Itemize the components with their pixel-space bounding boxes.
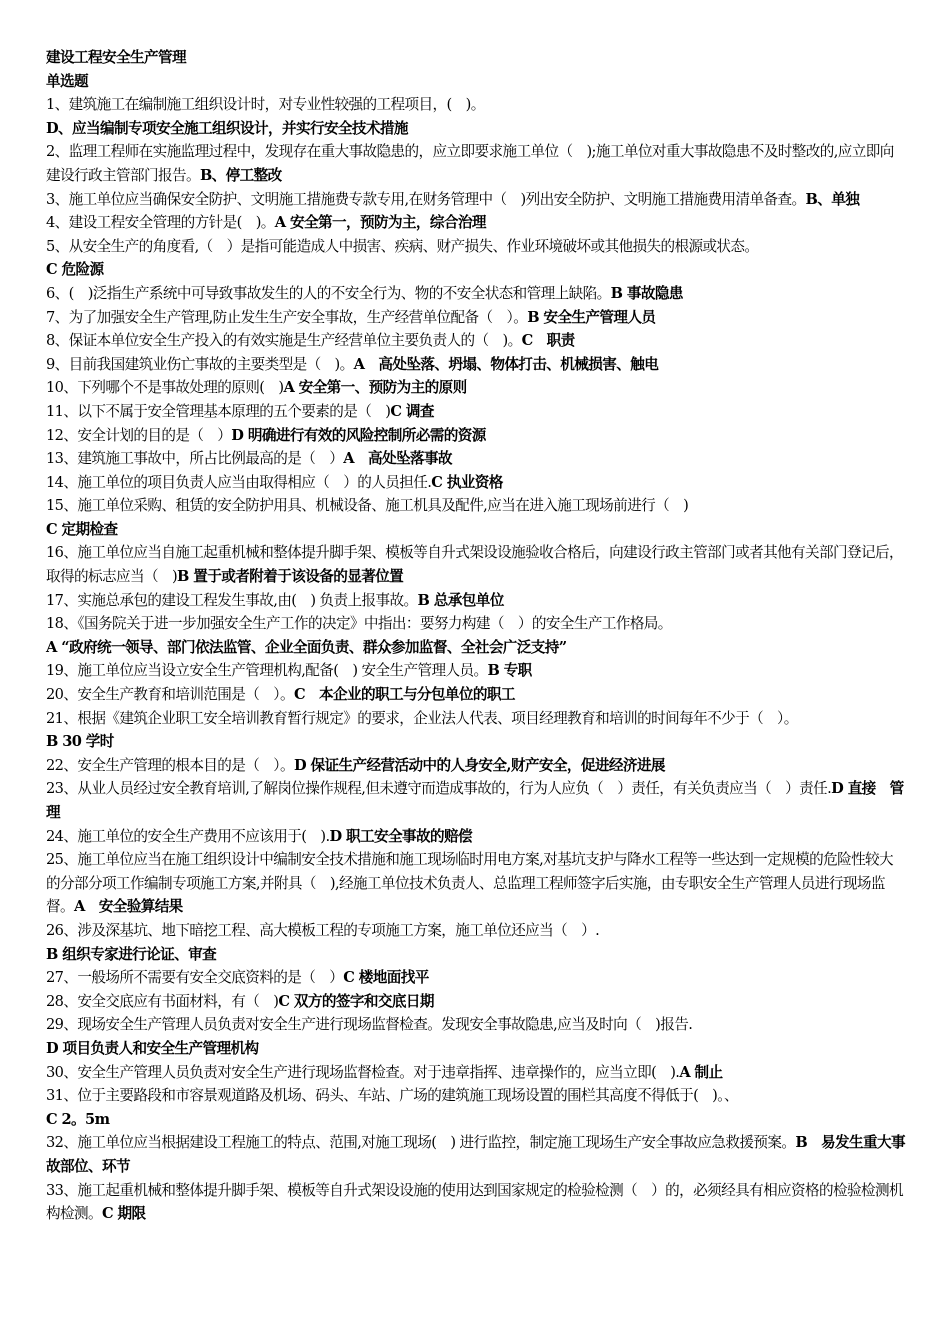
question-line (46, 1108, 906, 1132)
answer-text: D 职工安全事故的赔偿 (329, 827, 472, 845)
question-text: 22、安全生产管理的根本目的是（ ）。 (46, 756, 294, 774)
question-text: 29、现场安全生产管理人员负责对安全生产进行现场监督检查。发现安全事故隐患,应当及时向（ )报告. (46, 1016, 693, 1034)
answer-text: C 本企业的职工与分包单位的职工 (293, 686, 515, 704)
question-line (46, 612, 906, 636)
document-title: 建设工程安全生产管理 (46, 49, 186, 66)
answer-text: B 总承包单位 (417, 591, 504, 609)
answer-text: B、停工整改 (199, 166, 282, 184)
question-text: 21、根据《建筑企业职工安全培训教育暂行规定》的要求，企业法人代表、项目经理教育和培训的时间每年不少于（ ）。 (46, 709, 798, 727)
question-text: 17、实施总承包的建设工程发生事故,由( ) 负责上报事故。 (46, 591, 418, 609)
question-line (46, 541, 906, 588)
question-text: 28、安全交底应有书面材料，有（ ) (46, 992, 279, 1010)
answer-text: D、应当编制专项安全施工组织设计，并实行安全技术措施 (46, 119, 408, 137)
answer-text: A 高处坠落事故 (343, 450, 452, 468)
question-text: 25、施工单位应当在施工组织设计中编制安全技术措施和施工现场临时用电方案,对基坑支护与降水工程等一些达到一定规模的危险性较大的分部分项工作编制专项施工方案,并附具（ ),经施工单位技术负责人、总监理工程师签字后实施，由专职安全生产管理人员进行现场监督。 (46, 851, 894, 916)
question-text: 19、施工单位应当设立安全生产管理机构,配备( ) 安全生产管理人员。 (46, 662, 488, 680)
question-list (46, 93, 906, 1226)
question-line (46, 966, 906, 990)
question-line (46, 117, 906, 141)
answer-text: A 安全第一、预防为主的原则 (283, 379, 467, 397)
question-text: 18、《国务院关于进一步加强安全生产工作的决定》中指出：要努力构建（ ）的安全生产工作格局。 (46, 615, 672, 633)
question-text: 10、下列哪个不是事故处理的原则( ) (46, 379, 284, 397)
answer-text: B、单独 (805, 190, 860, 208)
question-text: 3、施工单位应当确保安全防护、文明施工措施费专款专用,在财务管理中（ )列出安全防护、文明施工措施费用清单备查。 (46, 190, 806, 208)
question-line (46, 188, 906, 212)
answer-text: C 2。5m (46, 1110, 110, 1128)
question-line (46, 990, 906, 1014)
question-line (46, 424, 906, 448)
question-text: 11、以下不属于安全管理基本原理的五个要素的是（ ) (46, 402, 391, 420)
question-line (46, 943, 906, 967)
question-line (46, 518, 906, 542)
question-text: 5、从安全生产的角度看,（ ）是指可能造成人中损害、疾病、财产损失、作业环境破坏或其他损失的根源或状态。 (46, 237, 759, 255)
answer-text: C 期限 (101, 1205, 146, 1223)
answer-text: D 项目负责人和安全生产管理机构 (46, 1039, 259, 1057)
answer-text: D 保证生产经营活动中的人身安全,财产安全，促进经济进展 (293, 756, 665, 774)
answer-text: C 双方的签字和交底日期 (278, 992, 434, 1010)
question-line (46, 400, 906, 424)
question-line (46, 1013, 906, 1037)
question-text: 27、一般场所不需要有安全交底资料的是（ ） (46, 969, 344, 987)
section-heading: 单选题 (46, 72, 88, 90)
question-text: 31、位于主要路段和市容景观道路及机场、码头、车站、广场的建筑施工现场设置的围栏其高度不得低于( )。、 (46, 1087, 738, 1105)
question-text: 23、从业人员经过安全教育培训,了解岗位操作规程,但未遵守而造成事故的，行为人应负（ ）责任，有关负责应当（ ）责任. (46, 780, 832, 798)
question-text: 30、安全生产管理人员负责对安全生产进行现场监督检查。对于违章指挥、违章操作的，应当立即( ). (46, 1063, 680, 1081)
answer-text: B 置于或者附着于该设备的显著位置 (177, 568, 404, 586)
answer-text: C 执业资格 (431, 473, 503, 491)
answer-text: D 明确进行有效的风险控制所必需的资源 (231, 426, 486, 444)
question-text: 4、建设工程安全管理的方针是( )。 (46, 214, 275, 232)
answer-text: C 定期检查 (46, 520, 118, 538)
answer-text: B 30 学时 (46, 733, 114, 751)
question-text: 15、施工单位采购、租赁的安全防护用具、机械设备、施工机具及配件,应当在进入施工现场前进行（ ) (46, 497, 689, 515)
question-line (46, 1061, 906, 1085)
question-line (46, 848, 906, 919)
question-line (46, 659, 906, 683)
answer-text: A “政府统一领导、部门依法监管、企业全面负责、群众参加监督、全社会广泛支持” (46, 638, 567, 656)
answer-text: A 安全第一，预防为主，综合治理 (274, 214, 486, 232)
question-line (46, 683, 906, 707)
question-line (46, 353, 906, 377)
question-line (46, 211, 906, 235)
question-text: 2、监理工程师在实施监理过程中，发现存在重大事故隐患的，应立即要求施工单位（ );施工单位对重大事故隐患不及时整改的,应立即向建设行政主管部门报告。 (46, 143, 894, 184)
question-line (46, 777, 906, 824)
answer-text: A 安全验算结果 (74, 898, 183, 916)
question-line (46, 1037, 906, 1061)
question-text: 26、涉及深基坑、地下暗挖工程、高大模板工程的专项施工方案，施工单位还应当（ ）. (46, 921, 600, 939)
question-line (46, 1084, 906, 1108)
question-text: 16、施工单位应当自施工起重机械和整体提升脚手架、模板等自升式架设设施验收合格后，向建设行政主管部门或者其他有关部门登记后，取得的标志应当（ ) (46, 544, 904, 586)
question-text: 9、目前我国建筑业伤亡事故的主要类型是（ )。 (46, 355, 354, 373)
answer-text: C 调查 (390, 402, 434, 420)
question-line (46, 235, 906, 259)
question-text: 20、安全生产教育和培训范围是（ ）。 (46, 686, 294, 704)
question-line (46, 471, 906, 495)
question-line (46, 1179, 906, 1226)
question-line (46, 376, 906, 400)
question-line (46, 447, 906, 471)
answer-text: B 专职 (487, 662, 532, 680)
question-text: 32、施工单位应当根据建设工程施工的特点、范围,对施工现场( ) 进行监控，制定施工现场生产安全事故应急救援预案。 (46, 1134, 796, 1152)
answer-text: A 制止 (679, 1063, 723, 1081)
question-line (46, 825, 906, 849)
question-text: 8、保证本单位安全生产投入的有效实施是生产经营单位主要负责人的（ )。 (46, 332, 522, 350)
question-line (46, 707, 906, 731)
answer-text: D 直接 管理 (46, 780, 904, 821)
question-line (46, 258, 906, 282)
question-text: 24、施工单位的安全生产费用不应该用于( ). (46, 827, 330, 845)
question-line (46, 1131, 906, 1178)
question-line (46, 589, 906, 613)
question-line (46, 140, 906, 187)
question-line (46, 306, 906, 330)
question-text: 12、安全计划的目的是（ ） (46, 426, 232, 444)
question-text: 6、( )泛指生产系统中可导致事故发生的人的不安全行为、物的不安全状态和管理上缺陷。 (46, 284, 611, 302)
question-text: 14、施工单位的项目负责人应当由取得相应（ ）的人员担任. (46, 473, 432, 491)
answer-text: B 安全生产管理人员 (527, 308, 656, 326)
question-text: 33、施工起重机械和整体提升脚手架、模板等自升式架设设施的使用达到国家规定的检验检测（ ）的，必须经具有相应资格的检验检测机构检测。 (46, 1181, 904, 1223)
answer-text: B 组织专家进行论证、审查 (46, 945, 217, 963)
question-line (46, 636, 906, 660)
document-page (46, 46, 906, 1226)
question-line (46, 754, 906, 778)
question-line (46, 919, 906, 943)
question-line (46, 282, 906, 306)
question-line (46, 329, 906, 353)
answer-text: C 楼地面找平 (343, 969, 429, 987)
question-text: 13、建筑施工事故中，所占比例最高的是（ ） (46, 450, 344, 468)
answer-text: A 高处坠落、坍塌、物体打击、机械损害、触电 (353, 355, 659, 373)
question-line (46, 730, 906, 754)
answer-text: C 职责 (521, 332, 575, 350)
question-text: 7、为了加强安全生产管理,防止发生生产安全事故，生产经营单位配备（ ）。 (46, 308, 528, 326)
answer-text: B 易发生重大事故部位、环节 (46, 1134, 906, 1175)
question-line (46, 93, 906, 117)
question-text: 1、建筑施工在编制施工组织设计时，对专业性较强的工程项目，( )。 (46, 96, 485, 114)
answer-text: B 事故隐患 (610, 284, 683, 302)
answer-text: C 危险源 (46, 261, 104, 279)
question-line (46, 494, 906, 518)
